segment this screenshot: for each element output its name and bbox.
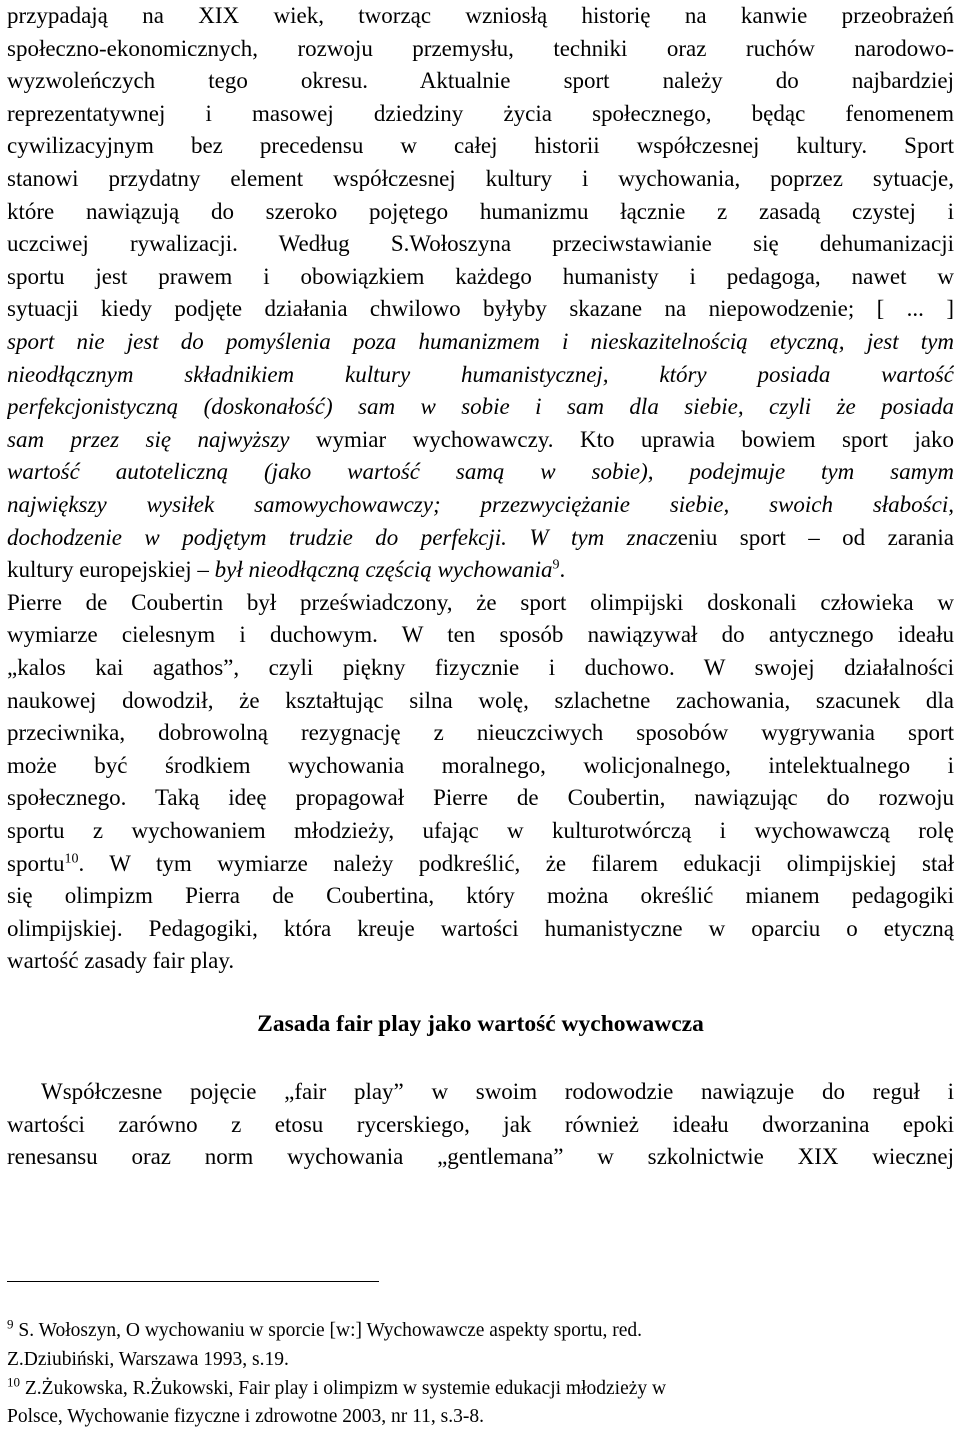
body-line: Współczesne pojęcie „fair play” w swoim rodowodzie nawiązuje do reguł i	[41, 1079, 954, 1104]
italic-span: sam przez się najwyższy	[7, 426, 290, 452]
body-line: przeciwnika, dobrowolną rezygnację z nieuczciwych sposobów wygrywania sport	[7, 720, 954, 746]
body-line	[7, 522, 954, 555]
text-span: kultury europejskiej –	[7, 557, 215, 583]
body-line: „kalos kai agathos”, czyli piękny fizycznie i duchowo. W swojej działalności	[7, 655, 954, 680]
body-line: stanowi przydatny element współczesnej kultury i wychowania, poprzez sytuacje,	[7, 166, 954, 191]
body-line: Pierre de Coubertin był przeświadczony, że sport olimpijski doskonali człowieka w	[7, 589, 954, 615]
footnote-text: Z.Żukowska, R.Żukowski, Fair play i olimpizm w systemie edukacji młodzieży w	[20, 1378, 667, 1399]
footnote-number: 10	[7, 1374, 20, 1390]
body-line	[7, 424, 954, 457]
body-line: może być środkiem wychowania moralnego, wolicjonalnego, intelektualnego i	[7, 752, 954, 778]
text-span: eniu sport – od zarania	[677, 524, 954, 550]
body-line: wartości zarówno z etosu rycerskiego, jak również ideału dworzanina epoki	[7, 1111, 954, 1137]
body-line: przypadają na XIX wiek, tworząc wzniosłą historię na kanwie przeobrażeń	[7, 3, 954, 28]
italic-quote-line: największy wysiłek samowychowawczy; przezwyciężanie siebie, swoich słabości,	[7, 492, 954, 517]
body-line: cywilizacyjnym bez precedensu w całej historii współczesnej kultury. Sport	[7, 133, 954, 159]
body-line: społeczno-ekonomicznych, rozwoju przemysłu, techniki oraz ruchów narodowo-	[7, 35, 954, 61]
italic-quote-line: perfekcjonistyczną (doskonałość) sam w sobie i sam dla siebie, czyli że posiada	[7, 394, 954, 420]
body-line: reprezentatywnej i masowej dziedziny życia społecznego, będąc fenomenem	[7, 100, 954, 126]
italic-quote-line: sport nie jest do pomyślenia poza humanizmem i nieskazitelnością etyczną, jest tym	[7, 329, 954, 354]
italic-quote-line: wartość autoteliczną (jako wartość samą w sobie), podejmuje tym samym	[7, 459, 954, 485]
body-line: które nawiązują do szeroko pojętego humanizmu łącznie z zasadą czystej i	[7, 198, 954, 224]
body-line: wartość zasady fair play.	[7, 948, 235, 974]
body-line: sportu z wychowaniem młodzieży, ufając w kulturotwórczą i wychowawczą rolę	[7, 818, 954, 843]
footnote-divider	[7, 1281, 379, 1282]
body-line: społecznego. Taką ideę propagował Pierre de Coubertin, nawiązując do rozwoju	[7, 785, 954, 811]
body-line: sportu jest prawem i obowiązkiem każdego humanisty i pedagoga, nawet w	[7, 263, 954, 289]
body-line: olimpijskiej. Pedagogiki, która kreuje wartości humanistyczne w oparciu o etyczną	[7, 915, 954, 941]
section-heading: Zasada fair play jako wartość wychowawcza	[257, 1011, 704, 1037]
text-span: .	[559, 557, 566, 583]
italic-span: dochodzenie w podjętym trudzie do perfekcji.	[7, 524, 507, 550]
body-line: się olimpizm Pierra de Coubertina, który można określić mianem pedagogiki	[7, 883, 954, 909]
footnote	[7, 1376, 666, 1402]
body-line: wyzwoleńczych tego okresu. Aktualnie sport należy do najbardziej	[7, 68, 954, 94]
body-line: renesansu oraz norm wychowania „gentlemana” w szkolnictwie XIX wiecznej	[7, 1144, 954, 1170]
footnote	[7, 1318, 642, 1344]
body-line	[7, 848, 954, 881]
italic-span: był nieodłączną częścią wychowania	[214, 557, 553, 583]
footnote-ref[interactable]: 9	[552, 557, 560, 573]
body-line: wymiarze cielesnym i duchowym. W ten sposób nawiązywał do antycznego ideału	[7, 622, 954, 648]
footnote-ref[interactable]: 10	[64, 850, 79, 866]
body-line	[7, 554, 954, 587]
italic-quote-line: nieodłącznym składnikiem kultury humanistycznej, który posiada wartość	[7, 361, 954, 387]
text-span: sportu	[7, 850, 65, 876]
italic-span: W tym znacz	[506, 524, 678, 550]
body-line: naukowej dowodził, że kształtując silna wolę, szlachetne zachowania, szacunek dla	[7, 687, 954, 713]
footnote-continuation: Z.Dziubiński, Warszawa 1993, s.19.	[7, 1349, 289, 1370]
text-span: wymiar wychowawczy. Kto uprawia bowiem sport jako	[289, 426, 954, 452]
body-line: uczciwej rywalizacji. Według S.Wołoszyna przeciwstawianie się dehumanizacji	[7, 231, 954, 257]
footnote-number: 9	[7, 1316, 14, 1332]
text-span: . W tym wymiarze należy podkreślić, że filarem edukacji olimpijskiej stał	[78, 850, 954, 876]
body-line: sytuacji kiedy podjęte działania chwilowo byłyby skazane na niepowodzenie; [ ... ]	[7, 296, 954, 322]
footnote-continuation: Polsce, Wychowanie fizyczne i zdrowotne 2003, nr 11, s.3-8.	[7, 1406, 484, 1427]
footnote-text: S. Wołoszyn, O wychowaniu w sporcie [w:] Wychowawcze aspekty sportu, red.	[13, 1320, 643, 1341]
